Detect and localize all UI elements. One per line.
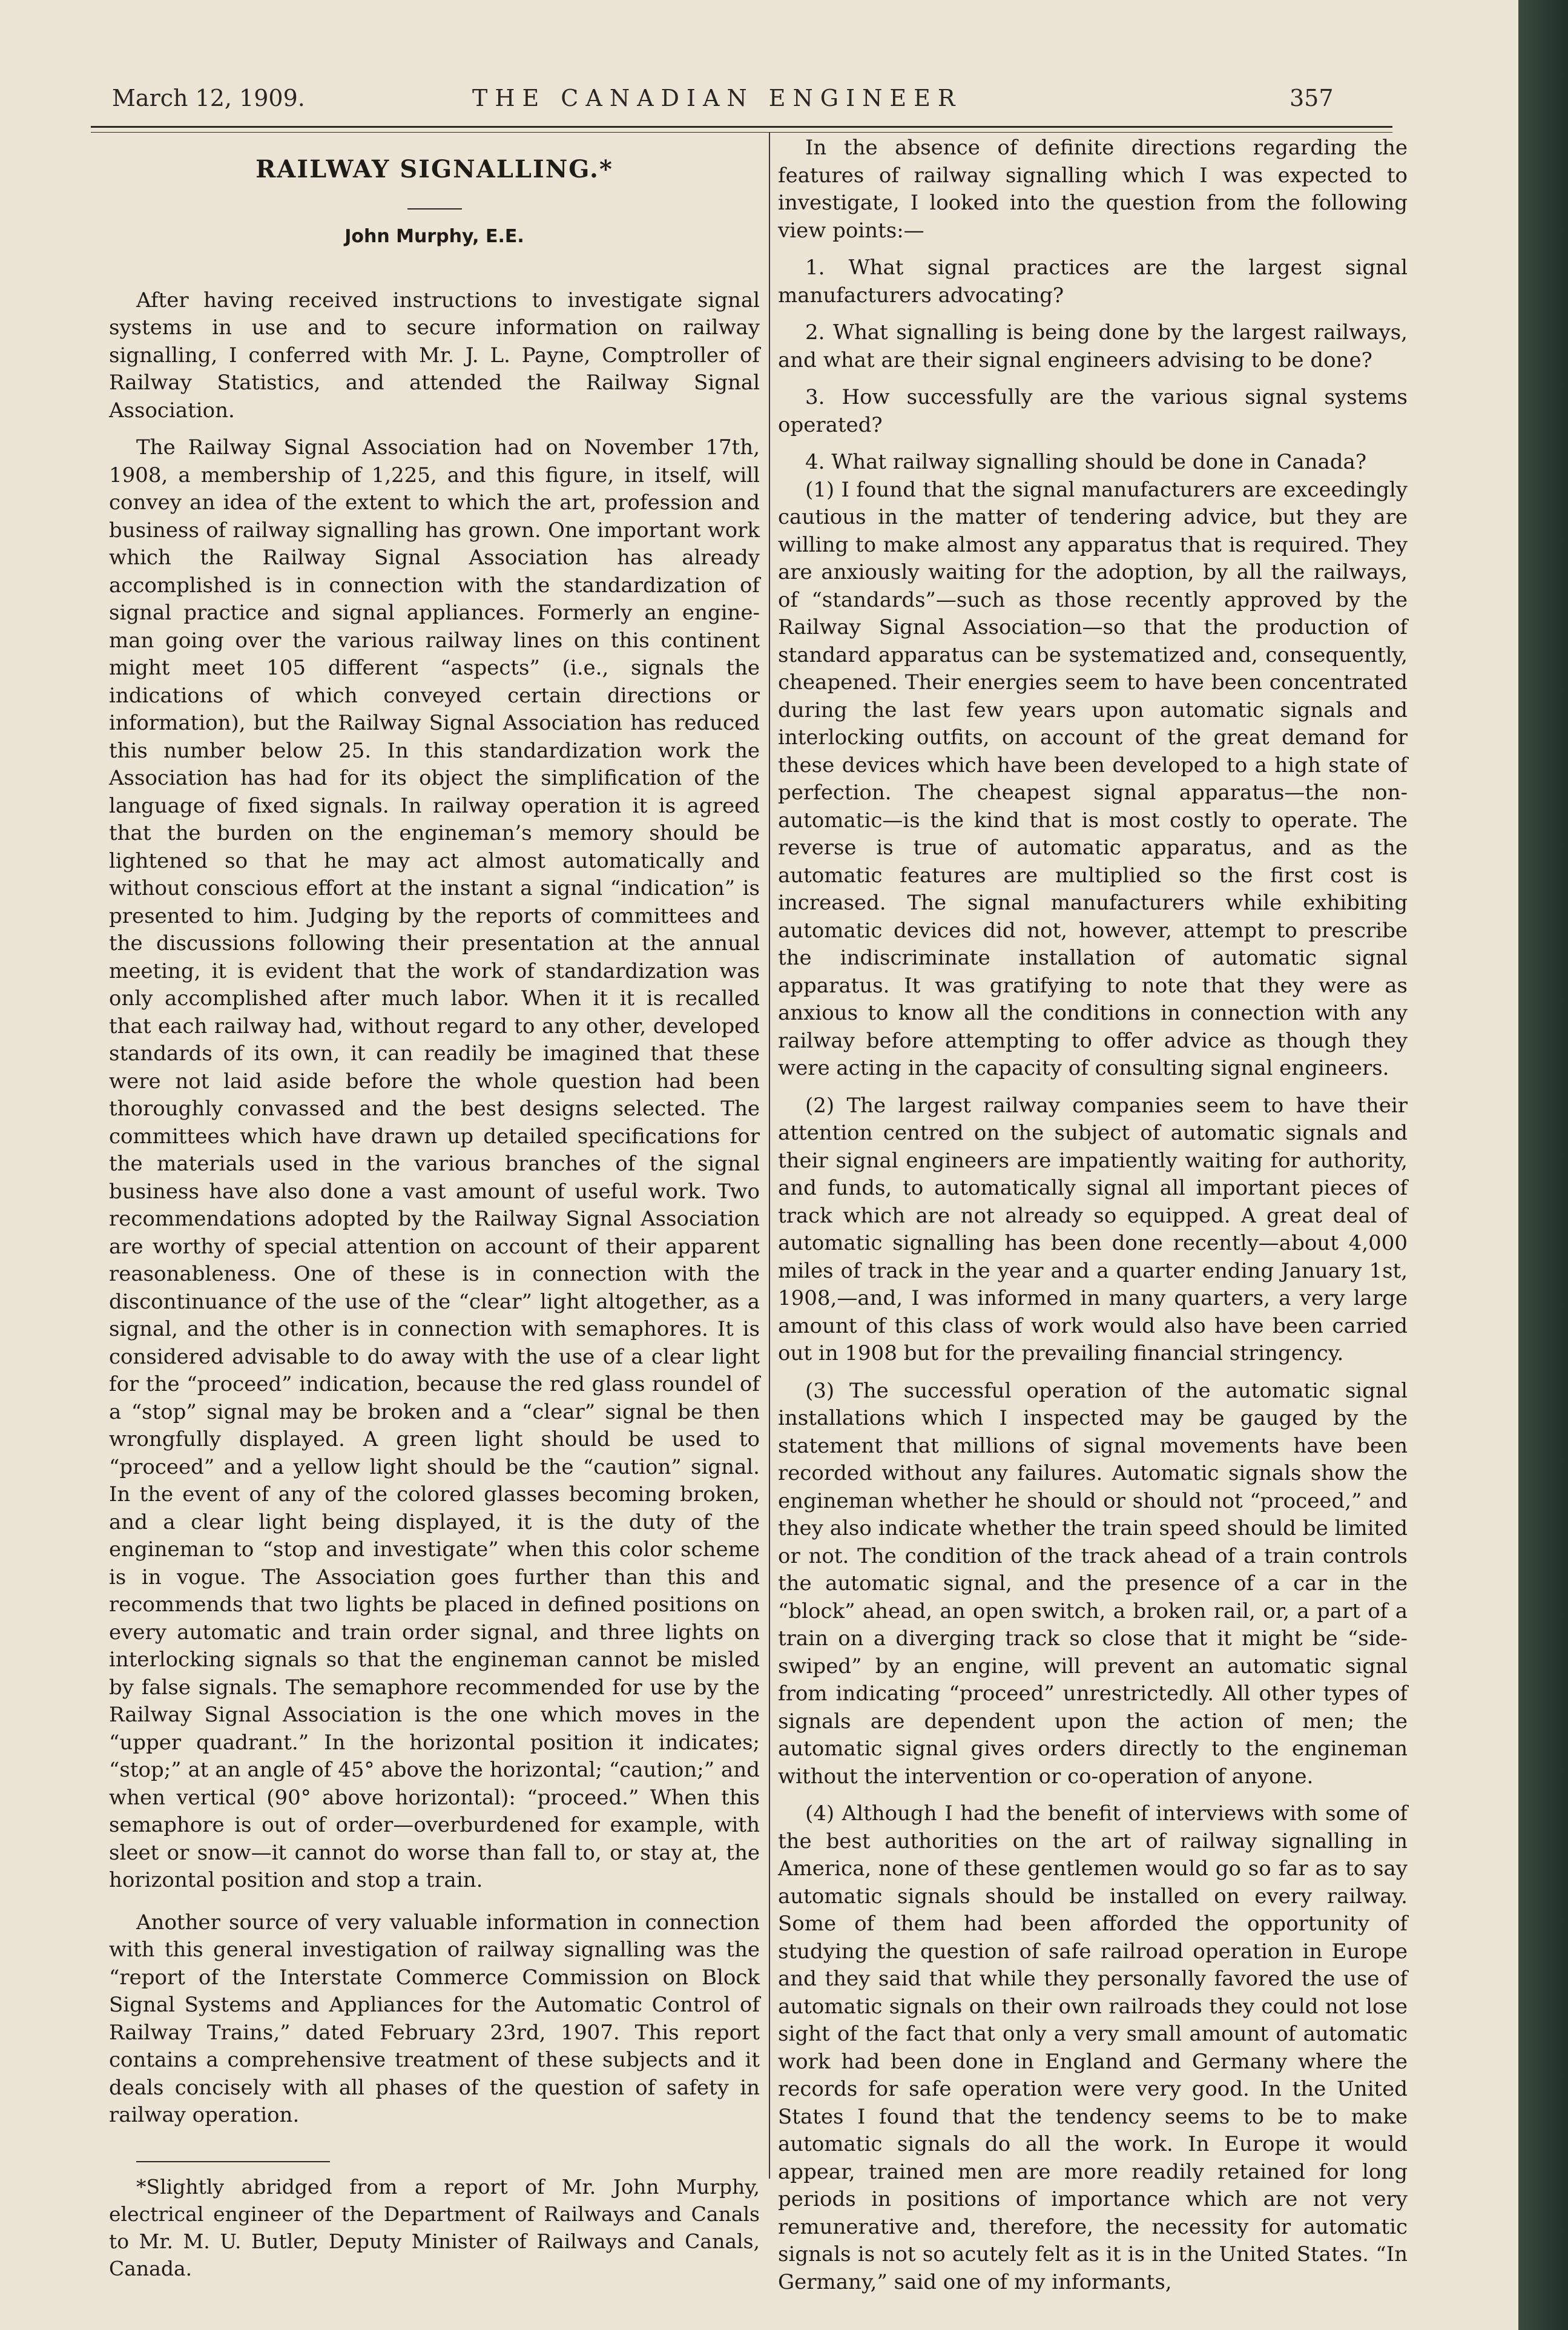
question-list: [778, 254, 1408, 477]
background-edge: [1518, 0, 1568, 2330]
paragraph: (1) I found that the signal manufacturers are exceedingly cautious in the matter of tendering advice, but they are willing to make almost any apparatus that is required. They are anxiously waiting for the adoption, by all the railways, of “standards”—such as those recently approved by the Railway Signal Association—so that the production of standard apparatus can be systematized and, consequently, cheapened. Their energies seem to have been concentrated during the last few years upon automatic signals and interlocking outfits, on account of the great demand for these devices which have been developed to a high state of perfection. The cheapest signal apparatus—the non-automatic—is the kind that is most costly to operate. The reverse is true of automatic apparatus, and as the automatic features are multiplied so the first cost is increased. The signal manufacturers while exhibiting automatic devices did not, however, attempt to prescribe the indiscriminate installation of automatic signal apparatus. It was gratifying to note that they were as anxious to know all the conditions in connection with any railway before attempting to offer advice as though they were acting in the capacity of consulting signal engineers.: [778, 477, 1408, 1080]
list-item: 2. What signalling is being done by the largest railways, and what are their signal engineers advising to be done?: [778, 320, 1408, 372]
right-column: [778, 136, 1408, 2306]
footnote-rule: [136, 2161, 330, 2162]
header-journal-title: THE CANADIAN ENGINEER: [472, 85, 963, 111]
footnote: *Slightly abridged from a report of Mr. John Murphy, electrical engineer of the Department of Railways and Canals to Mr. M. U. Butler, Deputy Minister of Railways and Canals, Canada.: [109, 2174, 760, 2280]
title-rule: [407, 208, 462, 210]
header-rule-thin: [91, 132, 1392, 133]
column-divider: [769, 132, 770, 2179]
list-item: 3. How successfully are the various signal systems operated?: [778, 385, 1408, 437]
list-item: 4. What railway signalling should be done in Canada?: [805, 450, 1367, 474]
paragraph: (3) The successful operation of the automatic signal installations which I inspected may be gauged by the statement that millions of signal movements have been recorded without any failures. Automatic signals show the engineman whether he should or should not “proceed,” and they also indicate whether the train speed should be limited or not. The condition of the track ahead of a train controls the automatic signal, and the presence of a car in the “block” ahead, an open switch, a broken rail, or, a part of a train on a diverging track so close that it might be “side-swiped” by an engine, will prevent an automatic signal from indicating “proceed” unrestrictedly. All other types of signals are dependent upon the action of men; the automatic signal gives orders directly to the engineman without the intervention or co-operation of anyone.: [778, 1378, 1408, 1789]
paragraph: After having received instructions to investigate signal systems in use and to secure information on railway signalling, I conferred with Mr. J. L. Payne, Comptroller of Railway Statistics, and attended the Railway Signal Association.: [109, 288, 760, 423]
article-author: John Murphy, E.E.: [344, 226, 524, 247]
list-item: 1. What signal practices are the largest signal manufacturers advocating?: [778, 256, 1408, 308]
left-column: [109, 139, 760, 2292]
paragraph: The Railway Signal Association had on November 17th, 1908, a membership of 1,225, and this figure, in itself, will convey an idea of the extent to which the art, profession and business of railway signalling has grown. One important work which the Railway Signal Association has already accomplished is in connection with the standardization of signal practice and signal appliances. Formerly an engine-man going over the various railway lines on this continent might meet 105 different “aspects” (i.e., signals the indications of which conveyed certain directions or information), but the Railway Signal Association has reduced this number below 25. In this standardization work the Association has had for its object the simplification of the language of fixed signals. In railway operation it is agreed that the burden on the engineman’s memory should be lightened so that he may act almost automatically and without conscious effort at the instant a signal “indication” is presented to him. Judging by the reports of committees and the discussions following their presentation at the annual meeting, it is evident that the work of standardization was only accomplished after much labor. When it it is recalled that each railway had, without regard to any other, developed standards of its own, it can readily be imagined that these were not laid aside before the whole question had been thoroughly convassed and the best designs selected. The committees which have drawn up detailed specifications for the materials used in the various branches of the signal business have also done a vast amount of useful work. Two recommendations adopted by the Railway Signal Association are worthy of special attention on account of their apparent reasonableness. One of these is in connection with the discontinuance of the use of the “clear” light altogether, as a signal, and the other is in connection with semaphores. It is considered advisable to do away with the use of a clear light for the “proceed” indication, because the red glass roundel of a “stop” signal may be broken and a “clear” signal be then wrongfully displayed. A green light should be used to “proceed” and a yellow light should be the “caution” signal. In the event of any of the colored glasses becoming broken, and a clear light being displayed, it is the duty of the engineman to “stop and investigate” when this color scheme is in vogue. The Association goes further than this and recommends that two lights be placed in defined positions on every automatic and train order signal, and three lights on interlocking signals so that the engineman cannot be misled by false signals. The semaphore recommended for use by the Railway Signal Association is the one which moves in the “upper quadrant.” In the horizontal position it indicates; “stop;” at an angle of 45° above the horizontal; “caution;” and when vertical (90° above horizontal): “proceed.” When this semaphore is out of order—overburdened for example, with sleet or snow—it cannot do worse than fall to, or stay at, the horizontal position and stop a train.: [109, 435, 760, 1892]
header-date: March 12, 1909.: [112, 85, 305, 111]
paragraph: Another source of very valuable information in connection with this general investigation of railway signalling was the “report of the Interstate Commerce Commission on Block Signal Systems and Appliances for the Automatic Control of Railway Trains,” dated February 23rd, 1907. This report contains a comprehensive treatment of these subjects and it deals concisely with all phases of the question of safety in railway operation.: [109, 1910, 760, 2127]
paragraph: (4) Although I had the benefit of interviews with some of the best authorities on the art of railway signalling in America, none of these gentlemen would go so far as to say automatic signals should be installed on every railway. Some of them had been afforded the opportunity of studying the question of safe railroad operation in Europe and they said that while they personally favored the use of automatic signals on their own railroads they could not lose sight of the fact that only a very small amount of automatic work had been done in England and Germany where the records for safe operation were very good. In the United States I found that the tendency seems to be to make automatic signals do all the work. In Europe it would appear, trained men are more readily retained for long periods in positions of importance which are not very remunerative and, therefore, the necessity for automatic signals is not so acutely felt as it is in the United States. “In Germany,” said one of my informants,: [778, 1801, 1408, 2294]
paragraph: (2) The largest railway companies seem to have their attention centred on the subject of automatic signals and their signal engineers are impatiently waiting for authority, and funds, to automatically signal all important pieces of track which are not already so equipped. A great deal of automatic signalling has been done recently—about 4,000 miles of track in the year and a quarter ending January 1st, 1908,—and, I was informed in many quarters, a very large amount of this class of work would also have been carried out in 1908 but for the prevailing financial stringency.: [778, 1093, 1408, 1365]
paragraph: In the absence of definite directions regarding the features of railway signalling which I was expected to investigate, I looked into the question from the following view points:—: [778, 136, 1408, 243]
header-rule: [91, 126, 1392, 128]
header-page-number: 357: [1290, 85, 1334, 111]
article-title: RAILWAY SIGNALLING.*: [255, 155, 613, 183]
